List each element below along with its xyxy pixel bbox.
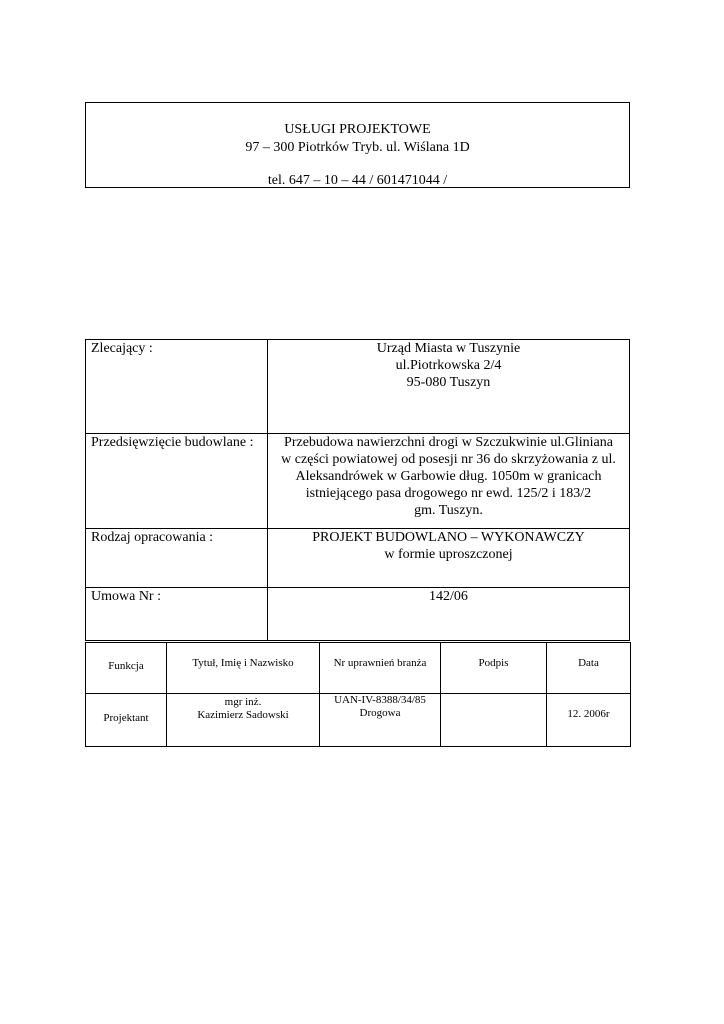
client-row <box>86 340 630 434</box>
client-value <box>268 340 630 434</box>
function-cell: Projektant <box>86 694 167 747</box>
client-line: 95-080 Tuszyn <box>406 375 491 390</box>
contract-number: 142/06 <box>268 588 630 641</box>
type-value <box>268 529 630 588</box>
client-line: Urząd Miasta w Tuszynie <box>376 341 521 356</box>
name-cell <box>167 694 320 747</box>
project-line: Przebudowa nawierzchni drogi w Szczukwinie ul.Gliniana <box>284 435 613 450</box>
signature-data-row <box>86 694 631 747</box>
project-line: w części powiatowej od posesji nr 36 do skrzyżowania z ul. <box>281 452 616 467</box>
header-license: Nr uprawnień branża <box>320 643 441 694</box>
type-line: w formie uproszczonej <box>384 547 513 562</box>
name-line: mgr inż. <box>224 696 262 708</box>
contract-row <box>86 588 630 641</box>
header-function: Funkcja <box>86 643 167 694</box>
license-line: UAN-IV-8388/34/85 <box>334 694 426 706</box>
company-name: USŁUGI PROJEKTOWE <box>284 122 431 137</box>
project-line: gm. Tuszyn. <box>414 503 483 518</box>
project-details-table <box>85 339 630 641</box>
type-row <box>86 529 630 588</box>
company-header-box <box>85 102 630 188</box>
signature-cell <box>441 694 547 747</box>
company-address: 97 – 300 Piotrków Tryb. ul. Wiślana 1D <box>245 140 470 155</box>
date-cell: 12. 2006r <box>547 694 631 747</box>
project-label: Przedsięwzięcie budowlane : <box>86 434 268 529</box>
header-date: Data <box>547 643 631 694</box>
license-cell <box>320 694 441 747</box>
signature-table <box>85 642 631 747</box>
company-phone: tel. 647 – 10 – 44 / 601471044 / <box>267 173 448 188</box>
license-line: Drogowa <box>359 707 401 719</box>
name-line: Kazimierz Sadowski <box>197 709 289 721</box>
type-line: PROJEKT BUDOWLANO – WYKONAWCZY <box>312 530 585 545</box>
client-line: ul.Piotrkowska 2/4 <box>395 358 502 373</box>
project-value <box>268 434 630 529</box>
type-label: Rodzaj opracowania : <box>86 529 268 588</box>
contract-label: Umowa Nr : <box>86 588 268 641</box>
header-name: Tytuł, Imię i Nazwisko <box>167 643 320 694</box>
project-line: Aleksandrówek w Garbowie dług. 1050m w granicach <box>295 469 602 484</box>
project-row <box>86 434 630 529</box>
header-signature: Podpis <box>441 643 547 694</box>
client-label: Zlecający : <box>86 340 268 434</box>
signature-header-row <box>86 643 631 694</box>
project-line: istniejącego pasa drogowego nr ewd. 125/2 i 183/2 <box>305 486 592 501</box>
